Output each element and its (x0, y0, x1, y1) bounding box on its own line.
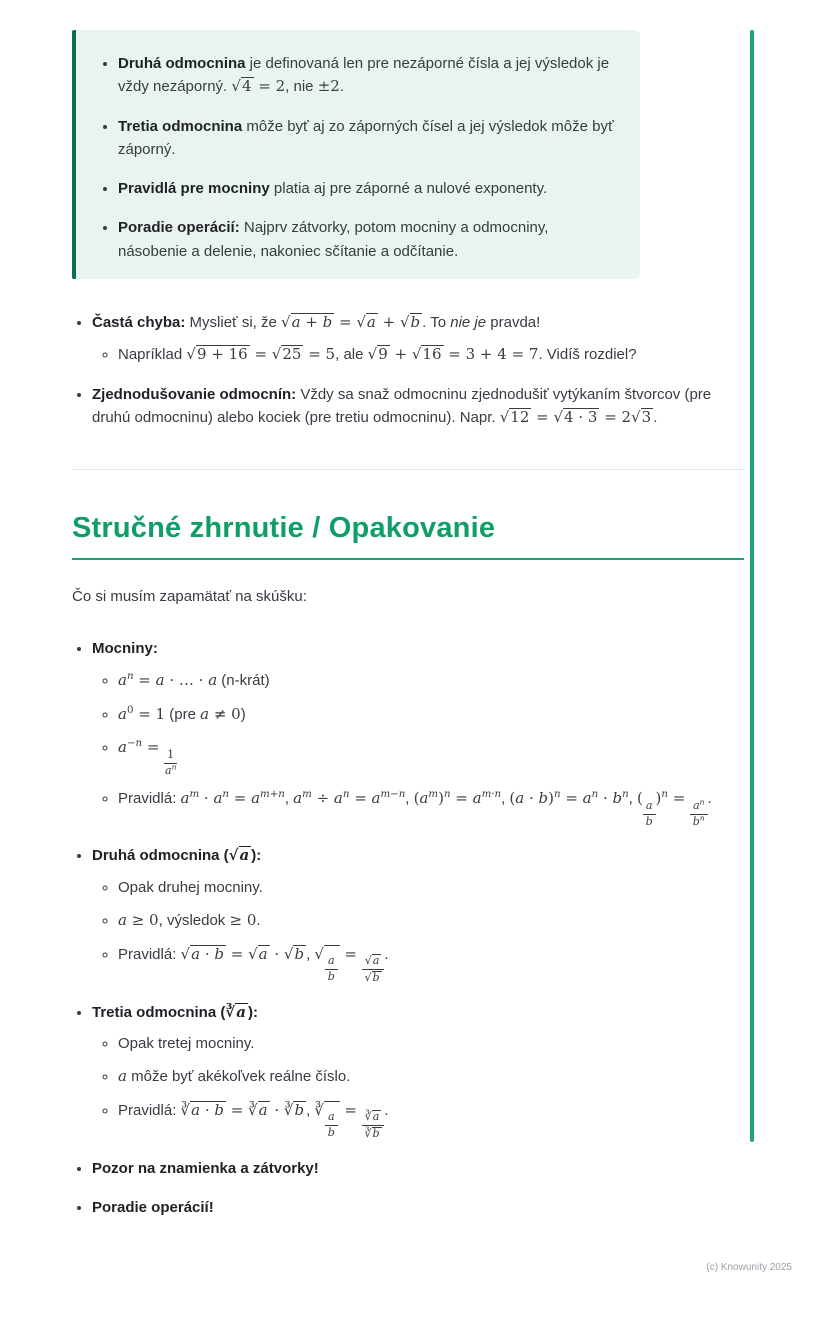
notes-list (72, 311, 744, 429)
summary-list (72, 637, 744, 1219)
summary-intro: Čo si musím zapamätať na skúšku: (72, 588, 307, 605)
summary-subitem: ◦ Pravidlá: √a · b = √a · √b , √ $\frac{a}{b}$ = $\frac{√a}{√b}$ . (118, 943, 744, 985)
callout-item-lead: Poradie operácií: (118, 219, 240, 237)
summary-subitem: ◦ Pravidlá: $a^m \cdot a^n = a^{m+n}$, $a^m \div a^n = a^{m-n}$, $(a^m)^n = a^{m\cdot n}$, $(a \cdot b)^n = a^n \cdot b^n$, ( $\frac{a}{b}$ )$^n$ = $\frac{a^n}{b^n}$ . (118, 787, 744, 828)
summary-item-lead: Pozor na znamienka a zátvorky! (92, 1159, 319, 1177)
section-heading: Stručné zhrnutie / Opakovanie (72, 512, 744, 560)
summary-item (92, 1001, 744, 1141)
note-item-text: Myslieť si, že √a + b = √a + √b . To nie je pravda! (185, 312, 541, 331)
note-item-lead: Zjednodušovanie odmocnín: (92, 385, 297, 403)
summary-item-lead: Tretia odmocnina (∛a ): (92, 1002, 258, 1021)
callout-item-lead: Tretia odmocnina (118, 117, 243, 135)
callout-list (94, 52, 614, 263)
summary-subitem: ◦ a ≥ 0, výsledok ≥ 0. (118, 909, 744, 933)
summary-subitem: ◦ $a^0 = 1$ (pre a ≠ 0) (118, 703, 744, 727)
note-item-lead: Častá chyba: (92, 313, 186, 331)
callout-item-text: platia aj pre záporné a nulové exponenty. (269, 180, 548, 197)
note-subitem: ◦ Napríklad √9 + 16 = √25 = 5, ale √9 + √16 = 3 + 4 = 7. Vidíš rozdiel? (118, 343, 744, 367)
note-item (92, 383, 744, 430)
callout-item (118, 52, 614, 99)
callout-item (118, 115, 614, 162)
summary-item-lead: Poradie operácií! (92, 1199, 214, 1217)
callout-item-text: je definovaná len pre nezáporné čísla a jej výsledok je vždy nezáporný. √4 = 2, nie ±2. (118, 55, 610, 96)
callout-item (118, 216, 614, 263)
divider (72, 469, 744, 470)
summary-subitem: ◦ a môže byť akékoľvek reálne číslo. (118, 1065, 744, 1089)
summary-item (92, 637, 744, 828)
summary-subitem: ◦ $a^{-n}$ = $\frac{1}{a^n}$ (118, 736, 744, 777)
callout-item-text: môže byť aj zo záporných čísel a jej výsledok môže byť záporný. (118, 117, 614, 158)
note-item (92, 311, 744, 367)
summary-item (92, 1196, 744, 1219)
callout-item (118, 177, 614, 200)
summary-item (92, 1157, 744, 1180)
summary-sublist (92, 877, 744, 985)
summary-item-lead: Mocniny: (92, 640, 158, 657)
note-item-text: Vždy sa snaž odmocninu zjednodušiť vytýkaním štvorcov (pre druhú odmocninu) alebo kociek (pre tretiu odmocninu). Napr. √12 = √4 · 3 = 2√3 . (92, 385, 712, 426)
summary-subitem: ◦ $a^n = a$ · … · a (n-krát) (118, 669, 744, 693)
callout-item-lead: Pravidlá pre mocniny (118, 180, 270, 197)
callout-item-text: Najprv zátvorky, potom mocniny a odmocniny, násobenie a delenie, nakoniec sčítanie a odčítanie. (118, 219, 549, 260)
summary-item (92, 844, 744, 984)
summary-subitem: ◦ Opak druhej mocniny. (118, 877, 744, 900)
page-accent-rule (750, 30, 754, 1142)
summary-sublist (92, 1033, 744, 1141)
summary-sublist (92, 669, 744, 828)
note-sublist (92, 343, 744, 367)
summary-subitem: ◦ Pravidlá: ∛a · b = ∛a · ∛b , ∛ $\frac{a}{b}$ = $\frac{∛a}{∛b}$ . (118, 1099, 744, 1141)
callout-item-lead: Druhá odmocnina (118, 55, 246, 72)
key-points-callout (72, 30, 640, 279)
copyright: (c) Knowunity 2025 (706, 1262, 792, 1274)
summary-subitem: ◦ Opak tretej mocniny. (118, 1033, 744, 1056)
summary-item-lead: Druhá odmocnina (√a ): (92, 846, 262, 865)
